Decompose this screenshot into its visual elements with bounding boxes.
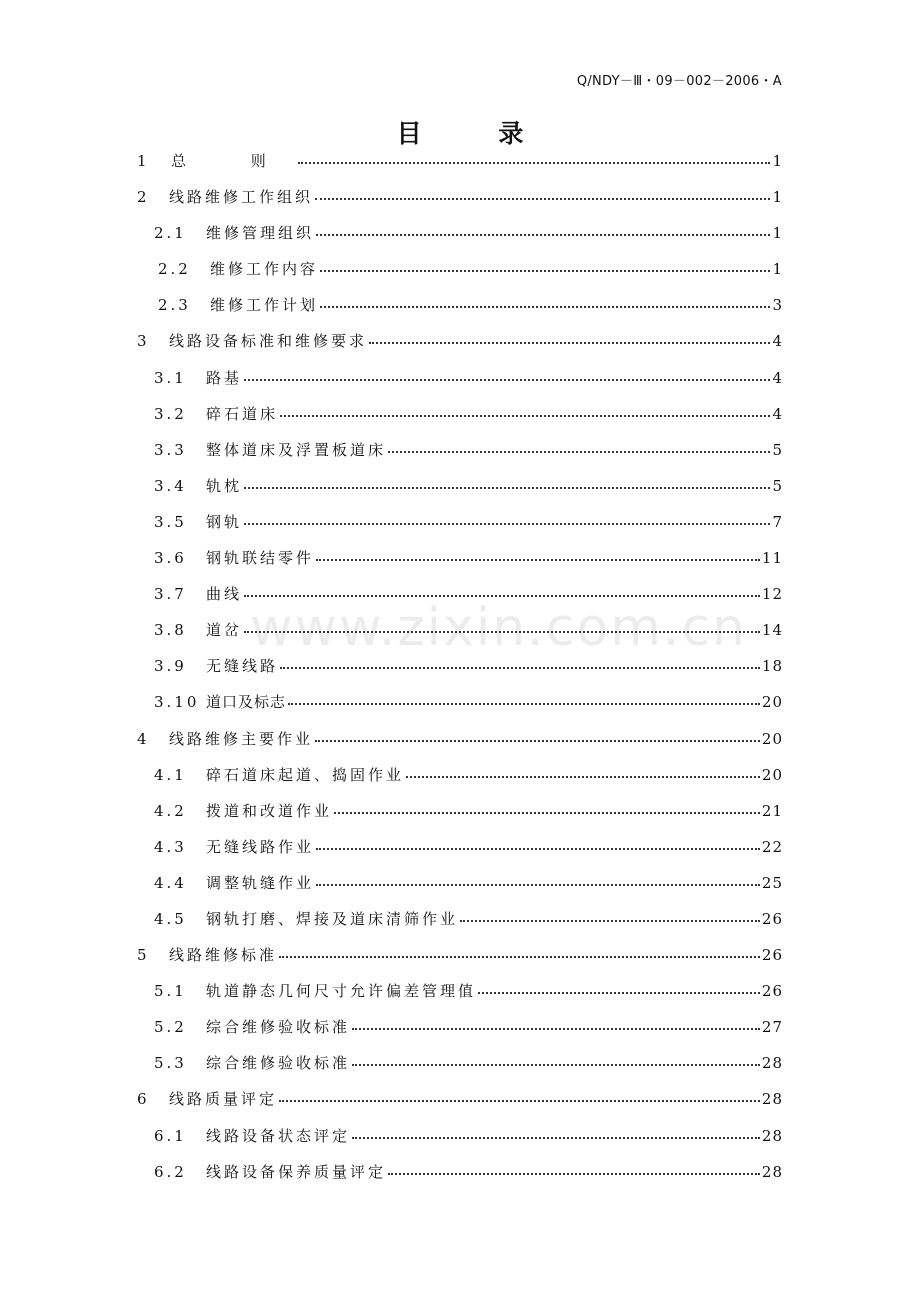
toc-entry[interactable] bbox=[137, 1161, 783, 1197]
toc-entry[interactable] bbox=[137, 583, 783, 619]
toc-entry[interactable] bbox=[137, 728, 783, 764]
toc-entry-number: 2 bbox=[137, 188, 147, 207]
toc-entry-number: 3.4 bbox=[154, 476, 187, 495]
toc-entry-label: 无缝线路 bbox=[206, 657, 279, 676]
toc-entry-number: 3.2 bbox=[154, 404, 187, 423]
toc-entry-number: 1 bbox=[137, 152, 147, 170]
toc-entry[interactable] bbox=[137, 619, 783, 655]
toc-entry-number: 4.2 bbox=[154, 801, 187, 820]
toc-dot-leader bbox=[298, 153, 771, 167]
toc-entry-number: 3.9 bbox=[154, 657, 187, 676]
toc-entry[interactable] bbox=[137, 150, 783, 186]
toc-entry[interactable] bbox=[137, 403, 783, 439]
toc-entry-number: 4.4 bbox=[154, 873, 187, 892]
toc-dot-leader bbox=[352, 1019, 760, 1033]
toc-entry[interactable] bbox=[137, 330, 783, 366]
toc-entry-label: 线路设备状态评定 bbox=[206, 1126, 351, 1145]
toc-title: 目 录 bbox=[396, 119, 558, 148]
toc-dot-leader bbox=[280, 658, 760, 672]
toc-entry[interactable] bbox=[137, 944, 783, 980]
toc-entry-label: 钢轨联结零件 bbox=[206, 549, 315, 568]
toc-entry-page: 18 bbox=[761, 657, 783, 676]
toc-dot-leader bbox=[352, 1128, 760, 1142]
toc-entry-number: 4 bbox=[137, 729, 147, 748]
toc-entry-page: 11 bbox=[761, 549, 783, 568]
toc-entry-number: 3.3 bbox=[154, 440, 187, 459]
toc-dot-leader bbox=[315, 189, 770, 203]
toc-entry-number: 2.3 bbox=[158, 296, 191, 315]
toc-entry[interactable] bbox=[137, 439, 783, 475]
toc-entry[interactable] bbox=[137, 1088, 783, 1124]
toc-dot-leader bbox=[320, 261, 770, 275]
toc-dot-leader bbox=[406, 767, 760, 781]
toc-entry-label: 钢轨 bbox=[206, 512, 243, 531]
toc-entry-label: 总 则 bbox=[171, 152, 296, 170]
watermark: www.zixin.com.cn bbox=[250, 598, 747, 658]
toc-entry-page: 3 bbox=[772, 296, 783, 315]
toc-entry-page: 1 bbox=[772, 224, 783, 243]
toc-entry-page: 20 bbox=[761, 729, 783, 748]
toc-entry-page: 4 bbox=[772, 368, 783, 387]
toc-entry-number: 3.6 bbox=[154, 549, 187, 568]
toc-entry-page: 28 bbox=[761, 1126, 783, 1145]
toc-entry-number: 3 bbox=[137, 332, 147, 351]
toc-entry-label: 轨道静态几何尺寸允许偏差管理值 bbox=[206, 982, 477, 1001]
toc-entry-page: 1 bbox=[772, 188, 783, 207]
toc-dot-leader bbox=[320, 297, 770, 311]
document-code: Q/NDY－Ⅲ・09－002－2006・A bbox=[576, 74, 782, 89]
toc-entry-page: 1 bbox=[772, 152, 783, 170]
toc-dot-leader bbox=[279, 947, 760, 961]
toc-dot-leader bbox=[460, 911, 760, 925]
toc-entry[interactable] bbox=[137, 872, 783, 908]
toc-dot-leader bbox=[316, 875, 760, 889]
toc-entry-label: 维修工作内容 bbox=[210, 260, 319, 279]
toc-entry-page: 28 bbox=[761, 1162, 783, 1181]
toc-entry-label: 线路设备保养质量评定 bbox=[206, 1162, 387, 1181]
toc-entry-page: 1 bbox=[772, 260, 783, 279]
toc-entry[interactable] bbox=[137, 1016, 783, 1052]
toc-entry-label: 综合维修验收标准 bbox=[206, 1054, 351, 1073]
toc-entry[interactable] bbox=[137, 691, 783, 727]
toc-entry-page: 5 bbox=[772, 476, 783, 495]
toc-dot-leader bbox=[334, 803, 760, 817]
toc-entry[interactable] bbox=[137, 1052, 783, 1088]
toc-entry-number: 5.1 bbox=[154, 982, 187, 1001]
toc-entry-number: 3.8 bbox=[154, 621, 187, 640]
toc-entry-page: 28 bbox=[761, 1054, 783, 1073]
toc-entry[interactable] bbox=[137, 908, 783, 944]
toc-entry-label: 碎石道床起道、捣固作业 bbox=[206, 765, 405, 784]
toc-entry-page: 26 bbox=[761, 982, 783, 1001]
toc-dot-leader bbox=[316, 550, 760, 564]
toc-entry-number: 3.1 bbox=[154, 368, 187, 387]
toc-entry-number: 3.7 bbox=[154, 585, 187, 604]
toc-entry-number: 4.3 bbox=[154, 837, 187, 856]
toc-dot-leader bbox=[388, 1164, 760, 1178]
toc-entry-page: 5 bbox=[772, 440, 783, 459]
toc-entry-number: 5 bbox=[137, 946, 147, 965]
toc-entry-number: 5.2 bbox=[154, 1018, 187, 1037]
toc-entry-number: 2.2 bbox=[158, 260, 191, 279]
toc-dot-leader bbox=[279, 1091, 760, 1105]
toc-entry-label: 维修管理组织 bbox=[206, 224, 315, 243]
toc-entry-number: 3.5 bbox=[154, 512, 187, 531]
toc-dot-leader bbox=[316, 839, 760, 853]
toc-entry-page: 20 bbox=[761, 693, 783, 712]
toc-entry-number: 6.2 bbox=[154, 1162, 187, 1181]
toc-entry-number: 4.5 bbox=[154, 909, 187, 928]
toc-entry-page: 26 bbox=[761, 946, 783, 965]
toc-entry-label: 道口及标志 bbox=[206, 693, 287, 712]
toc-entry-number: 6.1 bbox=[154, 1126, 187, 1145]
toc-entry-page: 20 bbox=[761, 765, 783, 784]
toc-entry-label: 线路质量评定 bbox=[169, 1090, 278, 1109]
toc-entry[interactable] bbox=[137, 186, 783, 222]
toc-entry-label: 拨道和改道作业 bbox=[206, 801, 333, 820]
toc-list bbox=[137, 150, 783, 1197]
toc-entry[interactable] bbox=[137, 294, 783, 330]
toc-entry[interactable] bbox=[137, 800, 783, 836]
toc-entry[interactable] bbox=[137, 764, 783, 800]
toc-entry[interactable] bbox=[137, 511, 783, 547]
toc-entry-page: 12 bbox=[761, 585, 783, 604]
toc-entry-label: 调整轨缝作业 bbox=[206, 873, 315, 892]
toc-dot-leader bbox=[244, 586, 760, 600]
toc-entry-page: 28 bbox=[761, 1090, 783, 1109]
toc-dot-leader bbox=[315, 731, 760, 745]
toc-entry[interactable] bbox=[137, 1125, 783, 1161]
toc-entry-page: 25 bbox=[761, 873, 783, 892]
toc-dot-leader bbox=[316, 225, 770, 239]
toc-entry[interactable] bbox=[137, 475, 783, 511]
toc-dot-leader bbox=[352, 1055, 760, 1069]
toc-entry-number: 2.1 bbox=[154, 224, 187, 243]
toc-entry-label: 整体道床及浮置板道床 bbox=[206, 440, 387, 459]
toc-entry[interactable] bbox=[137, 980, 783, 1016]
toc-entry-page: 21 bbox=[761, 801, 783, 820]
toc-dot-leader bbox=[478, 983, 760, 997]
toc-dot-leader bbox=[280, 406, 770, 420]
toc-entry-label: 道岔 bbox=[206, 621, 243, 640]
toc-entry-label: 碎石道床 bbox=[206, 404, 279, 423]
toc-entry[interactable] bbox=[137, 547, 783, 583]
toc-dot-leader bbox=[244, 622, 760, 636]
toc-dot-leader bbox=[244, 478, 770, 492]
toc-entry-page: 7 bbox=[772, 512, 783, 531]
toc-entry-label: 曲线 bbox=[206, 585, 243, 604]
toc-entry-label: 线路维修标准 bbox=[169, 946, 278, 965]
toc-entry-number: 6 bbox=[137, 1090, 147, 1109]
toc-entry-label: 轨枕 bbox=[206, 476, 243, 495]
toc-entry-label: 无缝线路作业 bbox=[206, 837, 315, 856]
toc-entry[interactable] bbox=[137, 367, 783, 403]
toc-dot-leader bbox=[388, 442, 770, 456]
toc-entry-label: 线路维修工作组织 bbox=[169, 188, 314, 207]
toc-entry-label: 综合维修验收标准 bbox=[206, 1018, 351, 1037]
toc-entry[interactable] bbox=[137, 836, 783, 872]
toc-entry-page: 14 bbox=[761, 621, 783, 640]
toc-entry-number: 5.3 bbox=[154, 1054, 187, 1073]
toc-dot-leader bbox=[244, 514, 770, 528]
toc-entry[interactable] bbox=[137, 655, 783, 691]
toc-entry-page: 27 bbox=[761, 1018, 783, 1037]
toc-entry-label: 维修工作计划 bbox=[210, 296, 319, 315]
toc-entry-page: 4 bbox=[772, 404, 783, 423]
toc-entry-page: 22 bbox=[761, 837, 783, 856]
toc-dot-leader bbox=[369, 333, 770, 347]
toc-entry-label: 线路维修主要作业 bbox=[169, 729, 314, 748]
toc-entry-label: 钢轨打磨、焊接及道床清筛作业 bbox=[206, 909, 459, 928]
toc-dot-leader bbox=[288, 694, 760, 708]
toc-dot-leader bbox=[244, 370, 770, 384]
toc-entry-number: 3.10 bbox=[154, 693, 200, 712]
toc-entry-page: 26 bbox=[761, 909, 783, 928]
toc-entry-label: 路基 bbox=[206, 368, 243, 387]
toc-entry-label: 线路设备标准和维修要求 bbox=[169, 332, 368, 351]
toc-entry-page: 4 bbox=[772, 332, 783, 351]
toc-entry[interactable] bbox=[137, 222, 783, 258]
toc-entry-number: 4.1 bbox=[154, 765, 187, 784]
toc-entry[interactable] bbox=[137, 258, 783, 294]
